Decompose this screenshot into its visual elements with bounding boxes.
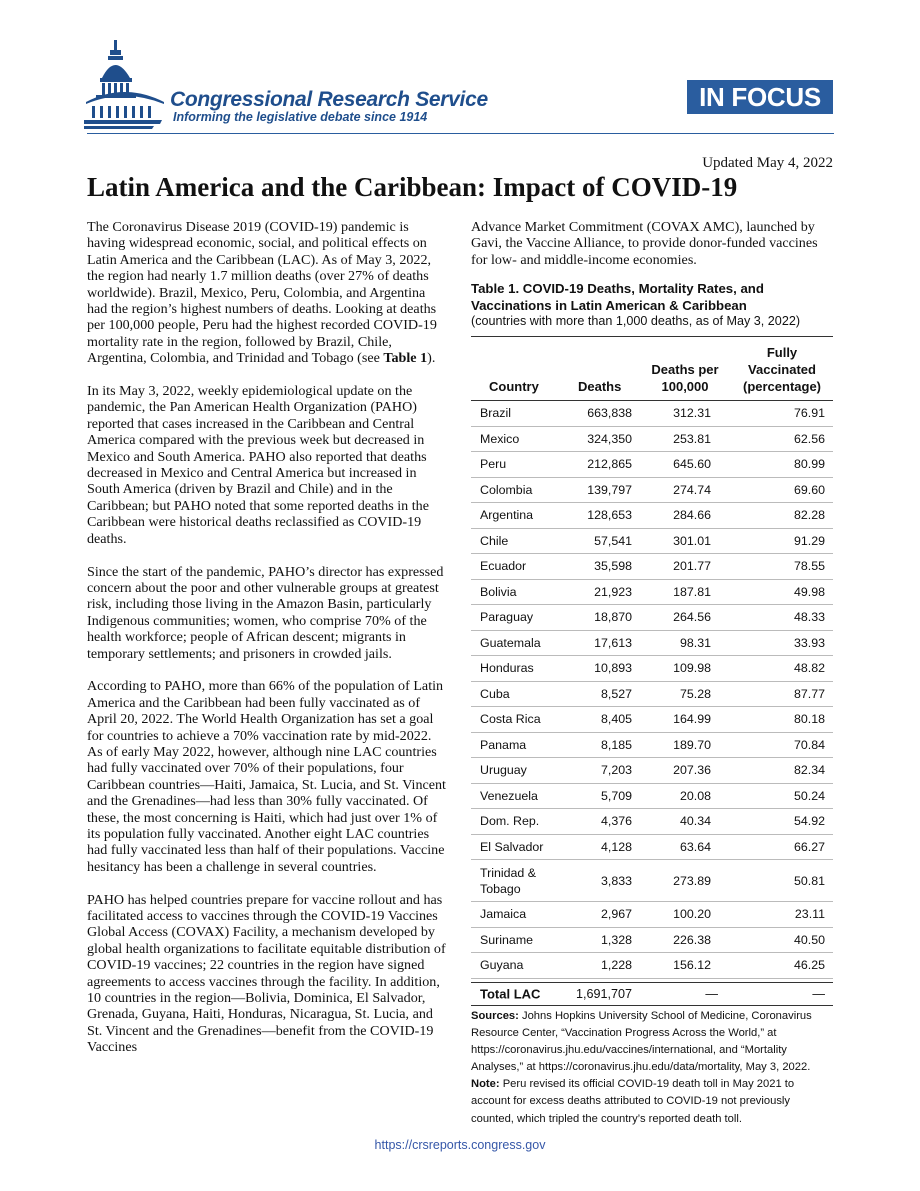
table-row bbox=[471, 835, 833, 861]
table-title: Table 1. COVID-19 Deaths, Mortality Rates, and Vaccinations in Latin American & Caribbean bbox=[471, 281, 764, 313]
cell-deaths: 4,376 bbox=[600, 814, 632, 829]
cell-rate: 20.08 bbox=[679, 788, 711, 803]
footer-url[interactable]: https://crsreports.congress.gov bbox=[374, 1138, 546, 1152]
header-vaccinated: Fully Vaccinated (percentage) bbox=[742, 345, 822, 394]
cell-rate: 164.99 bbox=[673, 712, 711, 727]
cell-deaths: 8,527 bbox=[600, 686, 632, 701]
cell-deaths: 324,350 bbox=[587, 431, 632, 446]
cell-country: Venezuela bbox=[480, 788, 538, 803]
table-row bbox=[471, 902, 833, 928]
table-row bbox=[471, 953, 833, 979]
table-row bbox=[471, 503, 833, 529]
table-reference: Table 1 bbox=[383, 350, 428, 367]
cell-rate: 98.31 bbox=[679, 635, 711, 650]
cell-rate: 63.64 bbox=[679, 839, 711, 854]
cell-rate: 645.60 bbox=[673, 457, 711, 472]
cell-vaccinated: 33.93 bbox=[793, 635, 825, 650]
table-row bbox=[471, 707, 833, 733]
cell-rate: 312.31 bbox=[673, 406, 711, 421]
cell-vaccinated: 80.99 bbox=[793, 457, 825, 472]
paragraph-4: According to PAHO, more than 66% of the population of Latin America and the Caribbean had been fully vaccinated as of April 20, 2022. The World Health Organization has set a goal for countries to achieve a 70% vaccination rate by mid-2022. As of early May 2022, however, although nine LAC countries had fully vaccinated over 70% of their populations, four Caribbean countries—Haiti, Jamaica, St. Lucia, and St. Vincent and the Grenadines—had less than 30% fully vaccinated. Of these, the most concerning is Haiti, which had just over 1% of its population fully vaccinated. Another eight LAC countries had fully vaccinated less than half of their populations. Vaccine hesitancy has been a challenge in several countries. bbox=[87, 678, 446, 875]
cell-vaccinated: 48.33 bbox=[793, 610, 825, 625]
table-row bbox=[471, 427, 833, 453]
updated-date: Updated May 4, 2022 bbox=[702, 155, 833, 171]
cell-rate: 284.66 bbox=[673, 508, 711, 523]
left-column bbox=[87, 219, 447, 1072]
cell-rate: 274.74 bbox=[673, 482, 711, 497]
table-row bbox=[471, 809, 833, 835]
header-country: Country bbox=[489, 379, 539, 394]
cell-country: Jamaica bbox=[480, 907, 527, 922]
table-total-row bbox=[471, 982, 833, 1006]
cell-deaths: 1,228 bbox=[600, 958, 632, 973]
paragraph-1: The Coronavirus Disease 2019 (COVID-19) pandemic is having widespread economic, social, and political effects on Latin America and the Caribbean (LAC). As of May 3, 2022, the region had nearly 1.7 million deaths (over 27% of deaths worldwide). Brazil, Mexico, Peru, Colombia, and Argentina had the region’s highest numbers of deaths. Looking at deaths per 100,000 people, Peru had the highest recorded COVID-19 mortality rate in the region, followed by Brazil, Chile, Argentina, Colombia, and Trinidad and Tobago (see Table 1). bbox=[87, 219, 437, 367]
table-row bbox=[471, 860, 833, 902]
org-tagline: Informing the legislative debate since 1914 bbox=[173, 110, 428, 124]
cell-deaths: 10,893 bbox=[594, 661, 632, 676]
cell-vaccinated: 80.18 bbox=[793, 712, 825, 727]
cell-rate: 201.77 bbox=[673, 559, 711, 574]
cell-rate: 40.34 bbox=[679, 814, 711, 829]
page-title: Latin America and the Caribbean: Impact of COVID-19 bbox=[87, 172, 738, 202]
cell-country: Suriname bbox=[480, 932, 534, 947]
cell-vaccinated: 70.84 bbox=[793, 737, 825, 752]
table-row bbox=[471, 682, 833, 708]
cell-deaths: 7,203 bbox=[600, 763, 632, 778]
cell-deaths: 18,870 bbox=[594, 610, 632, 625]
cell-rate: 207.36 bbox=[673, 763, 711, 778]
table-row bbox=[471, 656, 833, 682]
cell-vaccinated: 23.11 bbox=[794, 907, 825, 922]
cell-rate: 273.89 bbox=[673, 873, 711, 888]
total-deaths: 1,691,707 bbox=[575, 987, 632, 1001]
cell-country: Guatemala bbox=[480, 635, 541, 650]
cell-vaccinated: 69.60 bbox=[793, 482, 825, 497]
cell-deaths: 4,128 bbox=[600, 839, 632, 854]
table-header bbox=[471, 343, 833, 395]
header-rate: Deaths per 100,000 bbox=[651, 362, 719, 394]
table-row bbox=[471, 784, 833, 810]
cell-country: Dom. Rep. bbox=[480, 814, 540, 829]
cell-deaths: 21,923 bbox=[594, 584, 632, 599]
cell-country: Uruguay bbox=[480, 763, 527, 778]
total-rate: — bbox=[705, 987, 718, 1001]
cell-country: Bolivia bbox=[480, 584, 517, 599]
cell-deaths: 212,865 bbox=[587, 457, 632, 472]
cell-deaths: 5,709 bbox=[600, 788, 632, 803]
cell-country: Chile bbox=[480, 533, 509, 548]
header-rule bbox=[87, 133, 834, 134]
cell-country: Peru bbox=[480, 457, 507, 472]
cell-rate: 253.81 bbox=[673, 431, 711, 446]
table-row bbox=[471, 580, 833, 606]
total-vaccinated: — bbox=[812, 987, 825, 1001]
cell-vaccinated: 62.56 bbox=[793, 431, 825, 446]
table-top-rule bbox=[471, 336, 833, 337]
cell-country: Mexico bbox=[480, 431, 520, 446]
cell-vaccinated: 82.34 bbox=[793, 763, 825, 778]
cell-country: Paraguay bbox=[480, 610, 534, 625]
cell-rate: 187.81 bbox=[673, 584, 711, 599]
cell-deaths: 3,833 bbox=[600, 873, 632, 888]
cell-deaths: 57,541 bbox=[594, 533, 632, 548]
cell-vaccinated: 46.25 bbox=[793, 958, 825, 973]
org-name: Congressional Research Service bbox=[170, 88, 488, 111]
table-row bbox=[471, 529, 833, 555]
table-row bbox=[471, 758, 833, 784]
cell-vaccinated: 50.81 bbox=[793, 873, 825, 888]
cell-rate: 226.38 bbox=[673, 932, 711, 947]
cell-vaccinated: 40.50 bbox=[793, 932, 825, 947]
cell-vaccinated: 66.27 bbox=[793, 839, 825, 854]
cell-country: Cuba bbox=[480, 686, 510, 701]
cell-rate: 75.28 bbox=[679, 686, 711, 701]
cell-country: Ecuador bbox=[480, 559, 527, 574]
table-row bbox=[471, 631, 833, 657]
cell-deaths: 2,967 bbox=[600, 907, 632, 922]
cell-vaccinated: 48.82 bbox=[793, 661, 825, 676]
cell-country: Colombia bbox=[480, 482, 533, 497]
cell-deaths: 139,797 bbox=[587, 482, 632, 497]
table-row bbox=[471, 605, 833, 631]
in-focus-badge: IN FOCUS bbox=[687, 80, 833, 114]
table-row bbox=[471, 733, 833, 759]
cell-rate: 189.70 bbox=[673, 737, 711, 752]
sources-note: Sources: Johns Hopkins University School of Medicine, Coronavirus Resource Center, “Vaccination Progress Across the World,” at https://coronavirus.jhu.edu/vaccines/international, and “Mortality Analyses,” at https://coronavirus.jhu.edu/data/mortality, May 3, 2022. bbox=[471, 1010, 812, 1074]
table-row bbox=[471, 928, 833, 954]
cell-rate: 100.20 bbox=[673, 907, 711, 922]
peru-note: Note: Peru revised its official COVID-19 death toll in May 2021 to account for excess deaths attributed to COVID-19 not previously counted, which tripled the country’s reported death toll. bbox=[471, 1078, 795, 1125]
cell-vaccinated: 82.28 bbox=[793, 508, 825, 523]
cell-vaccinated: 50.24 bbox=[793, 788, 825, 803]
table-row bbox=[471, 478, 833, 504]
table-notes bbox=[471, 1008, 836, 1128]
paragraph-5: PAHO has helped countries prepare for vaccine rollout and has facilitated access to vaccines through the COVID-19 Vaccines Global Access (COVAX) Facility, a mechanism developed by global health organizations to facilitate equitable distribution of COVID-19 vaccines; 22 countries in the region have signed agreements to access vaccines through the facility. In addition, 10 countries in the region—Bolivia, Dominica, El Salvador, Grenada, Guyana, Haiti, Honduras, Nicaragua, St. Lucia, and St. Vincent and the Grenadines—benefit from the COVID-19 Vaccines bbox=[87, 891, 446, 1056]
table-row bbox=[471, 452, 833, 478]
cell-deaths: 128,653 bbox=[587, 508, 632, 523]
cell-country: El Salvador bbox=[480, 839, 544, 854]
cell-vaccinated: 54.92 bbox=[793, 814, 825, 829]
table-row bbox=[471, 401, 833, 427]
cell-country: Argentina bbox=[480, 508, 534, 523]
cell-vaccinated: 49.98 bbox=[793, 584, 825, 599]
cell-country: Honduras bbox=[480, 661, 534, 676]
cell-country: Trinidad & Tobago bbox=[480, 865, 537, 896]
cell-vaccinated: 76.91 bbox=[793, 406, 825, 421]
paragraph-2: In its May 3, 2022, weekly epidemiological update on the pandemic, the Pan American Health Organization (PAHO) reported that cases increased in the Caribbean and Central America compared with the previous week but decreased in Mexico and South America. PAHO also reported that deaths decreased in Mexico and Central America but increased in South America (driven by Brazil and Chile) and in the Caribbean; but PAHO noted that some reported deaths in the Caribbean were historical deaths reclassified as COVID-19 deaths. bbox=[87, 383, 429, 547]
cell-deaths: 8,405 bbox=[600, 712, 632, 727]
cell-deaths: 35,598 bbox=[594, 559, 632, 574]
cell-country: Brazil bbox=[480, 406, 511, 421]
cell-country: Panama bbox=[480, 737, 527, 752]
cell-rate: 156.12 bbox=[673, 958, 711, 973]
cell-rate: 301.01 bbox=[673, 533, 711, 548]
cell-rate: 109.98 bbox=[673, 661, 711, 676]
cell-vaccinated: 91.29 bbox=[793, 533, 825, 548]
cell-vaccinated: 78.55 bbox=[793, 559, 825, 574]
cell-deaths: 1,328 bbox=[600, 932, 632, 947]
cell-deaths: 663,838 bbox=[587, 406, 632, 421]
cell-vaccinated: 87.77 bbox=[793, 686, 825, 701]
paragraph-3: Since the start of the pandemic, PAHO’s director has expressed concern about the poor and other vulnerable groups at greatest risk, including those living in the Amazon Basin, particularly Indigenous communities; women, who comprise 70% of the health workforce; people of African descent; migrants in temporary settlements; and prisoners in crowded jails. bbox=[87, 563, 444, 662]
cell-deaths: 17,613 bbox=[594, 635, 632, 650]
table-row bbox=[471, 554, 833, 580]
cell-country: Guyana bbox=[480, 958, 524, 973]
right-column-intro bbox=[471, 219, 836, 268]
header-deaths: Deaths bbox=[578, 379, 622, 394]
cell-country: Costa Rica bbox=[480, 712, 541, 727]
cell-deaths: 8,185 bbox=[600, 737, 632, 752]
paragraph-continued: Advance Market Commitment (COVAX AMC), launched by Gavi, the Vaccine Alliance, to provide donor-funded vaccines for low- and middle-income economies. bbox=[471, 219, 818, 268]
cell-rate: 264.56 bbox=[673, 610, 711, 625]
table-body bbox=[471, 401, 833, 979]
crs-capitol-logo-icon bbox=[84, 38, 174, 130]
total-label: Total LAC bbox=[480, 986, 541, 1002]
table-subtitle: (countries with more than 1,000 deaths, as of May 3, 2022) bbox=[471, 314, 801, 328]
